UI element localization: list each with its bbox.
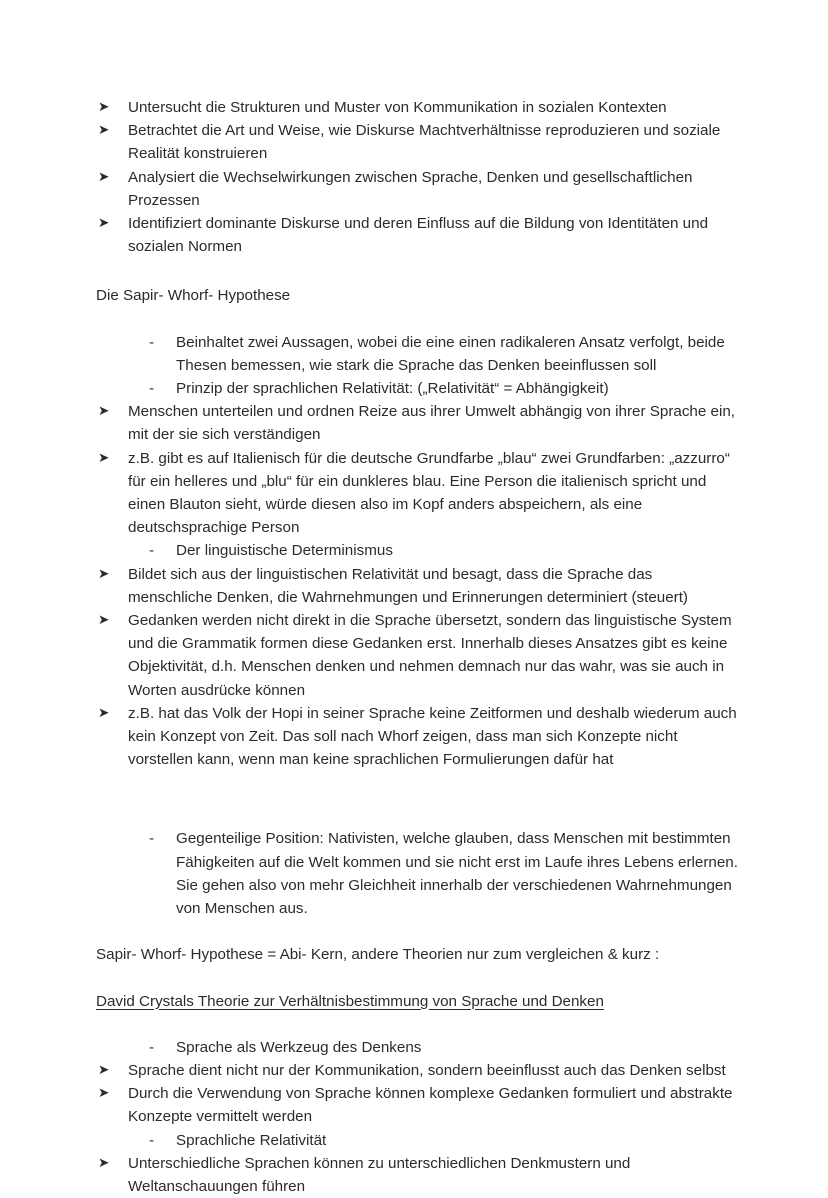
list-item-text: Betrachtet die Art und Weise, wie Diskurse Machtverhältnisse reproduzieren und soziale Realität konstruieren — [128, 119, 740, 165]
list-item — [96, 539, 740, 562]
spacer — [96, 920, 740, 943]
section-heading: Die Sapir- Whorf- Hypothese — [96, 284, 740, 307]
arrow-bullet-icon: ➤ — [98, 119, 116, 142]
list-item-text: Unterschiedliche Sprachen können zu unterschiedlichen Denkmustern und Weltanschauungen führen — [128, 1152, 740, 1198]
section-sapir-whorf — [96, 284, 740, 771]
dash-bullet-icon: - — [149, 331, 163, 354]
spacer — [96, 1013, 740, 1036]
list-item — [96, 331, 740, 377]
section-diskursanalyse-merkmale — [96, 96, 740, 258]
arrow-bullet-icon: ➤ — [98, 400, 116, 423]
arrow-bullet-icon: ➤ — [98, 1059, 116, 1082]
spacer-large — [96, 771, 740, 827]
list-item-text: Analysiert die Wechselwirkungen zwischen Sprache, Denken und gesellschaftlichen Prozessen — [128, 166, 740, 212]
list-item — [96, 119, 740, 165]
list-item-text: Gedanken werden nicht direkt in die Sprache übersetzt, sondern das linguistische System und die Grammatik formen diese Gedanken erst. Innerhalb dieses Ansatzes gibt es keine Objektivität, d.h. Menschen denken und nehmen demnach nur das wahr, was sie auch in Worten ausdrücke können — [128, 609, 740, 702]
list-item — [96, 400, 740, 446]
list-item-text: Der linguistische Determinismus — [176, 539, 740, 562]
section-abi-kern-note — [96, 943, 740, 966]
list-item-text: Bildet sich aus der linguistischen Relativität und besagt, dass die Sprache das menschliche Denken, die Wahrnehmungen und Erinnerungen determiniert (steuert) — [128, 563, 740, 609]
list-item-text: Identifiziert dominante Diskurse und deren Einfluss auf die Bildung von Identitäten und sozialen Normen — [128, 212, 740, 258]
list-item — [96, 377, 740, 400]
arrow-bullet-icon: ➤ — [98, 96, 116, 119]
list-item — [96, 702, 740, 772]
note-text: Sapir- Whorf- Hypothese = Abi- Kern, andere Theorien nur zum vergleichen & kurz : — [96, 943, 740, 966]
section-david-crystal — [96, 990, 740, 1198]
list-item-text: z.B. gibt es auf Italienisch für die deutsche Grundfarbe „blau“ zwei Grundfarben: „azzurro“ für ein helleres und „blu“ für ein dunkleres blau. Eine Person die italienisch spricht und einen Blauton sieht, würde diesen also im Kopf anders abspeichern, als eine deutschsprachige Person — [128, 447, 740, 540]
section-heading-underlined: David Crystals Theorie zur Verhältnisbestimmung von Sprache und Denken — [96, 990, 740, 1013]
list-item — [96, 1059, 740, 1082]
list-item-text: Gegenteilige Position: Nativisten, welche glauben, dass Menschen mit bestimmten Fähigkeiten auf die Welt kommen und sie nicht erst im Laufe ihres Lebens erlernen. Sie gehen also von mehr Gleichheit innerhalb der verschiedenen Wahrnehmungen von Menschen aus. — [176, 827, 740, 920]
dash-bullet-icon: - — [149, 377, 163, 400]
arrow-bullet-icon: ➤ — [98, 702, 116, 725]
arrow-bullet-icon: ➤ — [98, 166, 116, 189]
list-item — [96, 827, 740, 920]
list-item — [96, 1152, 740, 1198]
list-item — [96, 609, 740, 702]
list-item-text: Menschen unterteilen und ordnen Reize aus ihrer Umwelt abhängig von ihrer Sprache ein, mit der sie sich verständigen — [128, 400, 740, 446]
arrow-bullet-icon: ➤ — [98, 1152, 116, 1175]
list-item-text: Sprache dient nicht nur der Kommunikation, sondern beeinflusst auch das Denken selbst — [128, 1059, 740, 1082]
arrow-bullet-icon: ➤ — [98, 212, 116, 235]
dash-bullet-icon: - — [149, 827, 163, 850]
list-item-text: Sprachliche Relativität — [176, 1129, 740, 1152]
list-item — [96, 166, 740, 212]
document-body — [96, 96, 740, 1198]
list-item — [96, 447, 740, 540]
arrow-bullet-icon: ➤ — [98, 447, 116, 470]
spacer — [96, 258, 740, 284]
list-item — [96, 1036, 740, 1059]
arrow-bullet-icon: ➤ — [98, 563, 116, 586]
list-item — [96, 1082, 740, 1128]
dash-bullet-icon: - — [149, 1036, 163, 1059]
spacer — [96, 308, 740, 331]
dash-bullet-icon: - — [149, 1129, 163, 1152]
section-gegenposition — [96, 827, 740, 920]
list-item-text: z.B. hat das Volk der Hopi in seiner Sprache keine Zeitformen und deshalb wiederum auch kein Konzept von Zeit. Das soll nach Whorf zeigen, dass man sich Konzepte nicht vorstellen kann, wenn man keine sprachlichen Formulierungen dafür hat — [128, 702, 740, 772]
list-item-text: Sprache als Werkzeug des Denkens — [176, 1036, 740, 1059]
arrow-bullet-icon: ➤ — [98, 1082, 116, 1105]
spacer — [96, 967, 740, 990]
list-item — [96, 1129, 740, 1152]
list-item-text: Durch die Verwendung von Sprache können komplexe Gedanken formuliert und abstrakte Konzepte vermittelt werden — [128, 1082, 740, 1128]
arrow-bullet-icon: ➤ — [98, 609, 116, 632]
list-item — [96, 563, 740, 609]
list-item-text: Prinzip der sprachlichen Relativität: („Relativität“ = Abhängigkeit) — [176, 377, 740, 400]
list-item — [96, 212, 740, 258]
list-item-text: Beinhaltet zwei Aussagen, wobei die eine einen radikaleren Ansatz verfolgt, beide Thesen bemessen, wie stark die Sprache das Denken beeinflussen soll — [176, 331, 740, 377]
dash-bullet-icon: - — [149, 539, 163, 562]
list-item — [96, 96, 740, 119]
list-item-text: Untersucht die Strukturen und Muster von Kommunikation in sozialen Kontexten — [128, 96, 740, 119]
